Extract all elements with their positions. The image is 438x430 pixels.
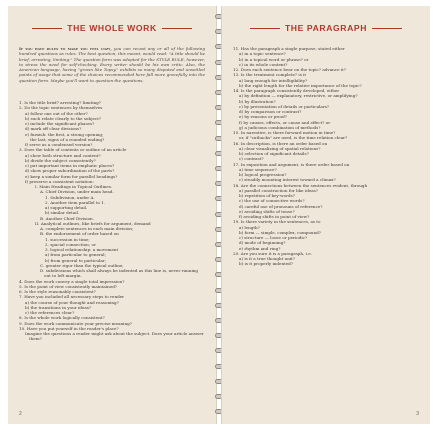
question-subitem: a) parallel construction for like ideas? xyxy=(239,187,318,193)
question-item: 2. Do the topic sentences by themselves xyxy=(19,105,103,111)
question-subitem: e) furnish: the first, a strong opening; xyxy=(25,131,104,137)
question-item: 7. Have you included all necessary steps to render xyxy=(19,294,125,300)
question-subitem: f) avoiding shifts in point of view? xyxy=(239,214,310,219)
question-subitem: b) is it properly indented? xyxy=(239,261,293,267)
question-item: 19. Is there variety in the sentences, as to xyxy=(233,219,321,225)
question-subitem: b) divide the subject consistently? xyxy=(25,157,96,163)
title-rule-left xyxy=(32,28,62,29)
question-item: 16. In description, is there an order based on xyxy=(233,140,328,146)
intro-body: you can recast any or all of the following hundred questions as rules. The best question, this meant, would read: "A title should be brief, arresting, limiting." The question form was adopted for the STYLE RULE, however, to stress the need for self-checking. Every writer should be his own critic. Also, the American language, having "grown like Topsy," exhibits so many disputed and unsettled points of usage that some of the choices recommended here fall more gracefully into the question form. Maybe you'll want to question the questions. xyxy=(19,46,205,83)
question-item: 8. Is the whole work logically consistent? xyxy=(19,315,105,321)
question-subitem: d) mark off clear divisions? xyxy=(25,126,82,132)
question-subitem: e) rhythm and ring? xyxy=(239,245,281,251)
question-subitem: a) the course of your thought and reasoning? xyxy=(25,299,119,305)
open-booklet xyxy=(8,6,430,424)
question-subitem: 1. succession in time; xyxy=(45,236,90,242)
title-rule-right xyxy=(162,28,192,29)
question-subitem: B. the endorsement of order based on xyxy=(40,231,119,237)
right-title-text: THE PARAGRAPH xyxy=(284,23,368,33)
question-subitem: or, if "cutbacks" are used, is the time relation clear? xyxy=(239,135,348,141)
left-page xyxy=(8,6,217,424)
question-subitem: 2. spacial connection; or xyxy=(45,241,96,247)
left-page-title xyxy=(8,23,216,33)
title-rule-left xyxy=(250,28,280,29)
question-subitem: f) by causes, effects, or cause and effect? or xyxy=(239,119,331,125)
question-subitem: A. complete sentences in each main division; xyxy=(40,226,134,231)
question-subitem: a) long enough for intelligibility? xyxy=(239,77,308,83)
question-subitem: c) structure — loose or periodic? xyxy=(239,235,308,240)
question-subitem: b) selection of significant details? xyxy=(239,151,309,156)
question-list-paragraph xyxy=(233,46,420,267)
question-item: 10. Have you put yourself in the reader's place? xyxy=(19,325,119,331)
question-item: 9. Does the work communicate your precise meaning? xyxy=(19,320,132,326)
right-page xyxy=(221,6,430,424)
question-subitem: d) by comparison or contrast? xyxy=(239,109,302,114)
question-subitem: a) is it a true thought unit? xyxy=(239,256,296,261)
question-subitem: a) by definition — explanatory, restrictive, or amplifying? xyxy=(239,93,358,99)
question-subitem: b) logical progression? xyxy=(239,172,287,177)
question-subitem: 3. logical relationship: a movement xyxy=(45,247,119,252)
question-subitem: f) serve as a condensed version? xyxy=(25,142,93,147)
question-subitem: e) keep a similar form for parallel headings? xyxy=(25,173,118,179)
question-subitem: a) show both structure and content? xyxy=(25,152,101,158)
question-subitem: b) by illustration? xyxy=(239,98,276,104)
intro-lead: If you have rules to make you feel cozy, xyxy=(19,46,112,51)
question-subitem: c) steadily mounting interest toward a climax? xyxy=(239,177,336,183)
intro-paragraph xyxy=(19,46,205,83)
question-subitem: 1. Subdivision, under A. xyxy=(45,194,95,200)
question-subitem: c) the references clear? xyxy=(25,310,75,315)
page-number: 3 xyxy=(416,411,419,417)
question-subitem: d) show proper subordination of the parts? xyxy=(25,168,115,174)
question-subitem: II. Analytical outlines, like briefs for argument, demand xyxy=(35,220,151,226)
question-subitem: b) each relate clearly to the subject? xyxy=(25,115,102,121)
question-subitem: c) the use of connective words? xyxy=(239,198,305,204)
question-subitem: B. Another Chief Division. xyxy=(40,215,94,221)
question-subitem: 2. Another item parallel to 1. xyxy=(45,199,106,205)
question-subitem: c) contrast? xyxy=(239,156,264,162)
question-subitem: b) form — simple, complex, compound? xyxy=(239,229,321,235)
question-item: 13. Is the treatment complete? is it xyxy=(233,72,307,78)
question-subitem: b) the transitions in your ideas? xyxy=(25,304,92,310)
question-item: 1. Is the title brief? arresting? limiting? xyxy=(19,100,101,105)
question-subitem: g) a judicious combination of methods? xyxy=(239,124,321,130)
question-subitem: b) similar detail. xyxy=(45,210,80,216)
question-subitem: a) time sequence? xyxy=(239,166,277,172)
question-subitem: a) follow one out of the other? xyxy=(25,110,88,116)
question-item: 18. Are the connections between the sentences evident, through xyxy=(233,182,368,188)
question-item: 5. Is the point of view consistently maintained? xyxy=(19,283,118,289)
question-subitem: I. Main Headings in Topical Outlines. xyxy=(35,184,113,189)
question-item: 14. Is the paragraph consistently developed, either xyxy=(233,88,340,93)
question-subitem: c) by presentation of details or particulars? xyxy=(239,103,330,109)
question-item: 17. In exposition and argument, is there order based on xyxy=(233,161,350,167)
question-subitem: c) include the significant phases? xyxy=(25,121,95,126)
question-item: 6. Is the style reasonably consistent? xyxy=(19,289,96,294)
question-subitem: a) from particular to general; xyxy=(45,252,106,258)
question-item: 4. Does the work convey a single total impression? xyxy=(19,278,125,284)
question-item: 12. Does each sentence bear on the topic? advance it? xyxy=(233,67,346,72)
question-item: 11. Has the paragraph a single purpose, stated either xyxy=(233,46,345,51)
question-subitem: the last, signs of a rounded ending? xyxy=(30,136,105,142)
question-subitem: a) length? xyxy=(239,224,260,230)
question-item: 3. Does the table of contents or outline of an article xyxy=(19,147,127,153)
question-subitem: f) preserve a consistent notation: xyxy=(25,178,94,184)
question-subitem: a) in a topic sentence? xyxy=(239,51,286,57)
question-subitem: D. subdivisions which shall always be indented as this line is, never running out to left margin. xyxy=(40,268,199,279)
question-subitem: b) from general to particular; xyxy=(45,257,107,263)
question-subitem: c) put important items in emphatic places? xyxy=(25,163,115,168)
question-subitem: a) clear visualizing of spatial relations? xyxy=(239,145,321,151)
title-rule-right xyxy=(372,28,402,29)
question-subitem: Imagine the questions a reader might ask about the subject. Does your article answer them? xyxy=(25,331,204,342)
right-page-title xyxy=(222,23,430,33)
question-subitem: d) mode of beginning? xyxy=(239,240,286,246)
question-subitem: C. greater rigor than the typical outline; xyxy=(40,262,124,268)
question-subitem: d) careful use of pronouns of reference? xyxy=(239,203,323,209)
question-item: 20. Are you sure it is a paragraph, i.e. xyxy=(233,250,312,256)
question-subitem: A. Chief Division, under main head. xyxy=(40,189,114,195)
question-item: 15. In narrative, is there forward motion in time? xyxy=(233,130,336,135)
left-title-text: THE WHOLE WORK xyxy=(67,23,157,33)
question-subitem: e) by reasons or proof? xyxy=(239,114,287,120)
question-list-whole-work xyxy=(19,100,206,342)
question-subitem: e) avoiding shifts of tense? xyxy=(239,208,295,214)
page-number: 2 xyxy=(19,411,22,417)
question-subitem: b) repetition of key-words? xyxy=(239,193,295,198)
question-subitem: b) the right length for the relative importance of the topic? xyxy=(239,82,362,88)
question-subitem: b) in a topical word or phrase? or xyxy=(239,56,309,62)
question-subitem: c) in its whole content? xyxy=(239,61,288,67)
question-subitem: a) supporting detail. xyxy=(45,205,88,210)
